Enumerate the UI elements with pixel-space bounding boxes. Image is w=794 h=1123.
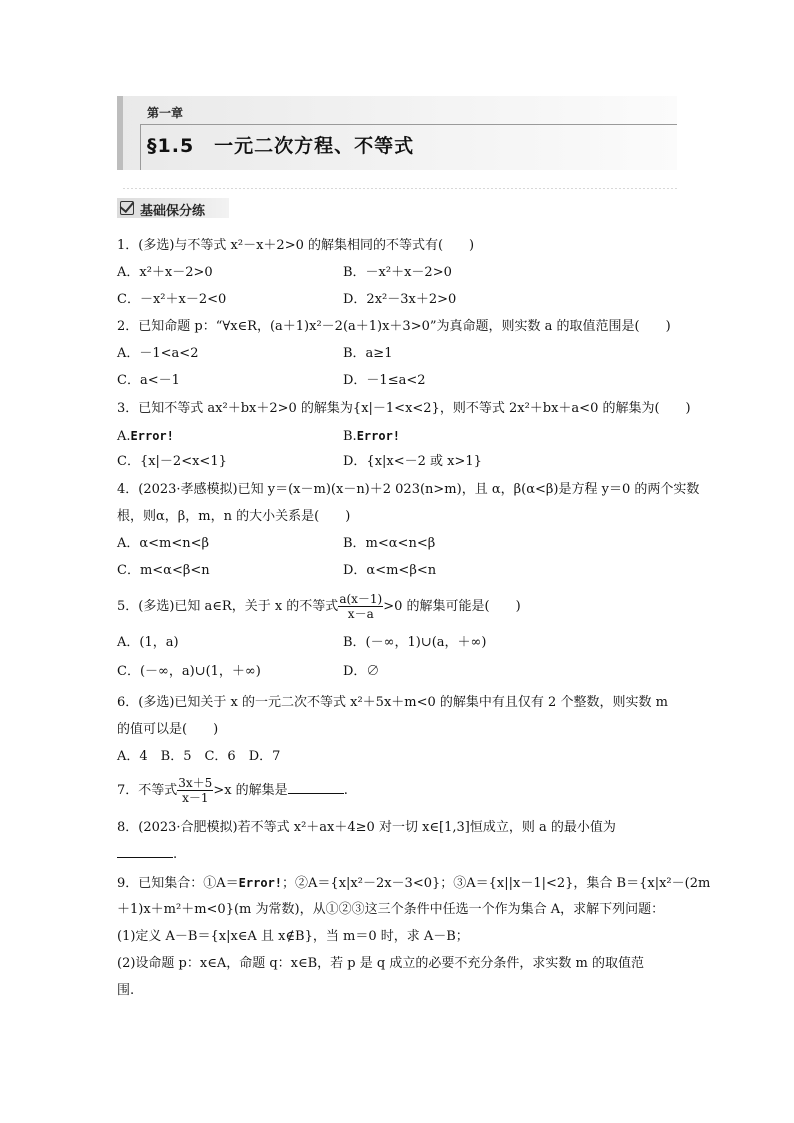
- q5-text-post: >0 的解集可能是( ): [383, 599, 521, 614]
- chapter-label: 第一章: [147, 106, 184, 120]
- q5-option-a: A．(1，a): [117, 635, 179, 650]
- q2-option-a: A．－1<a<2: [117, 346, 199, 361]
- q3-option-b-prefix: B.: [343, 429, 357, 444]
- q5-option-c: C．(－∞，a)∪(1，＋∞): [117, 664, 261, 679]
- question-4: 4．(2023·孝感模拟)已知 y＝(x－m)(x－n)＋2 023(n>m)，且 α，β(α<β)是方程 y＝0 的两个实数: [117, 482, 700, 497]
- q3-option-a-error: Error!: [130, 429, 174, 443]
- question-9-continued: ＋1)x＋m²＋m<0}(m 为常数)，从①②③这三个条件中任选一个作为集合 A，求解下列问题：: [117, 902, 665, 917]
- q7-text-pre: 7．不等式: [117, 783, 178, 798]
- q5-denominator: x－a: [347, 607, 374, 621]
- question-4-continued: 根，则α，β，m，n 的大小关系是( ): [117, 509, 351, 524]
- q5-option-d: D．∅: [343, 664, 380, 679]
- q7-text-post: >x 的解集是: [213, 783, 288, 798]
- q2-option-c: C．a<－1: [117, 373, 180, 388]
- q8-answer-line: [117, 846, 177, 864]
- question-8: 8．(2023·合肥模拟)若不等式 x²＋ax＋4≥0 对一切 x∈[1,3]恒成立，则 a 的最小值为: [117, 820, 616, 835]
- question-6: 6．(多选)已知关于 x 的一元二次不等式 x²＋5x＋m<0 的解集中有且仅有 2 个整数，则实数 m: [117, 695, 668, 710]
- header-divider: [140, 124, 677, 125]
- q4-option-b: B．m<α<n<β: [343, 536, 436, 551]
- q7-fraction: [177, 776, 213, 805]
- header-bottom-rule: [123, 188, 677, 189]
- q9-error: Error!: [238, 876, 283, 890]
- q5-text-pre: 5．(多选)已知 a∈R，关于 x 的不等式: [117, 599, 339, 614]
- q6-options: A．4 B．5 C．6 D．7: [117, 749, 281, 764]
- q1-option-c: C．－x²＋x－2<0: [117, 292, 227, 307]
- question-1: 1．(多选)与不等式 x²－x＋2>0 的解集相同的不等式有( ): [117, 238, 475, 253]
- q5-fraction: [338, 592, 383, 621]
- header-vertical-rule: [140, 124, 141, 170]
- q3-option-c: C．{x|－2<x<1}: [117, 454, 227, 469]
- question-7: [117, 776, 348, 805]
- q7-end: .: [343, 783, 348, 798]
- q1-option-a: A．x²＋x－2>0: [117, 265, 213, 280]
- q8-answer-blank: [117, 857, 173, 858]
- question-9: [117, 874, 710, 893]
- q5-option-b: B．(－∞，1)∪(a，＋∞): [343, 635, 487, 650]
- q7-numerator: 3x＋5: [178, 776, 213, 790]
- q3-option-a: [117, 427, 174, 446]
- q3-option-d: D．{x|x<－2 或 x>1}: [343, 454, 482, 469]
- q2-option-d: D．－1≤a<2: [343, 373, 426, 388]
- question-6-continued: 的值可以是( ): [117, 722, 219, 737]
- q4-option-d: D．α<m<β<n: [343, 563, 437, 578]
- q2-option-b: B．a≥1: [343, 346, 393, 361]
- section-badge-label: 基础保分练: [140, 204, 206, 219]
- q4-option-c: C．m<α<β<n: [117, 563, 210, 578]
- q4-option-a: A．α<m<n<β: [117, 536, 210, 551]
- header-accent-bar: [117, 96, 123, 170]
- q7-answer-blank: [288, 793, 344, 794]
- q9-text-post: ；②A＝{x|x²－2x－3<0}；③A＝{x||x－1|<2}，集合 B＝{x|x²－(2m: [282, 876, 711, 891]
- q1-option-d: D．2x²－3x＋2>0: [343, 292, 457, 307]
- q9-part-1: (1)定义 A－B＝{x|x∈A 且 x∉B}，当 m＝0 时，求 A－B；: [117, 929, 469, 944]
- q3-option-a-prefix: A.: [117, 429, 131, 444]
- section-title: §1.5 一元二次方程、不等式: [147, 135, 415, 157]
- checkbox-icon: [120, 201, 134, 215]
- question-2: 2．已知命题 p：“∀x∈R，(a＋1)x²－2(a＋1)x＋3>0”为真命题，则实数 a 的取值范围是( ): [117, 319, 671, 334]
- question-3: 3．已知不等式 ax²＋bx＋2>0 的解集为{x|－1<x<2}，则不等式 2x²＋bx＋a<0 的解集为( ): [117, 401, 691, 416]
- q3-option-b: [343, 427, 400, 446]
- q1-option-b: B．－x²＋x－2>0: [343, 265, 452, 280]
- q9-text-pre: 9．已知集合：①A＝: [117, 876, 239, 891]
- q9-part-2: (2)设命题 p：x∈A，命题 q：x∈B，若 p 是 q 成立的必要不充分条件，求实数 m 的取值范: [117, 956, 644, 971]
- q9-part-2-continued: 围.: [117, 983, 135, 998]
- q5-numerator: a(x－1): [339, 592, 383, 606]
- q8-end: .: [173, 847, 178, 862]
- question-5: [117, 592, 521, 621]
- q3-option-b-error: Error!: [356, 429, 401, 443]
- q7-denominator: x－1: [182, 791, 209, 805]
